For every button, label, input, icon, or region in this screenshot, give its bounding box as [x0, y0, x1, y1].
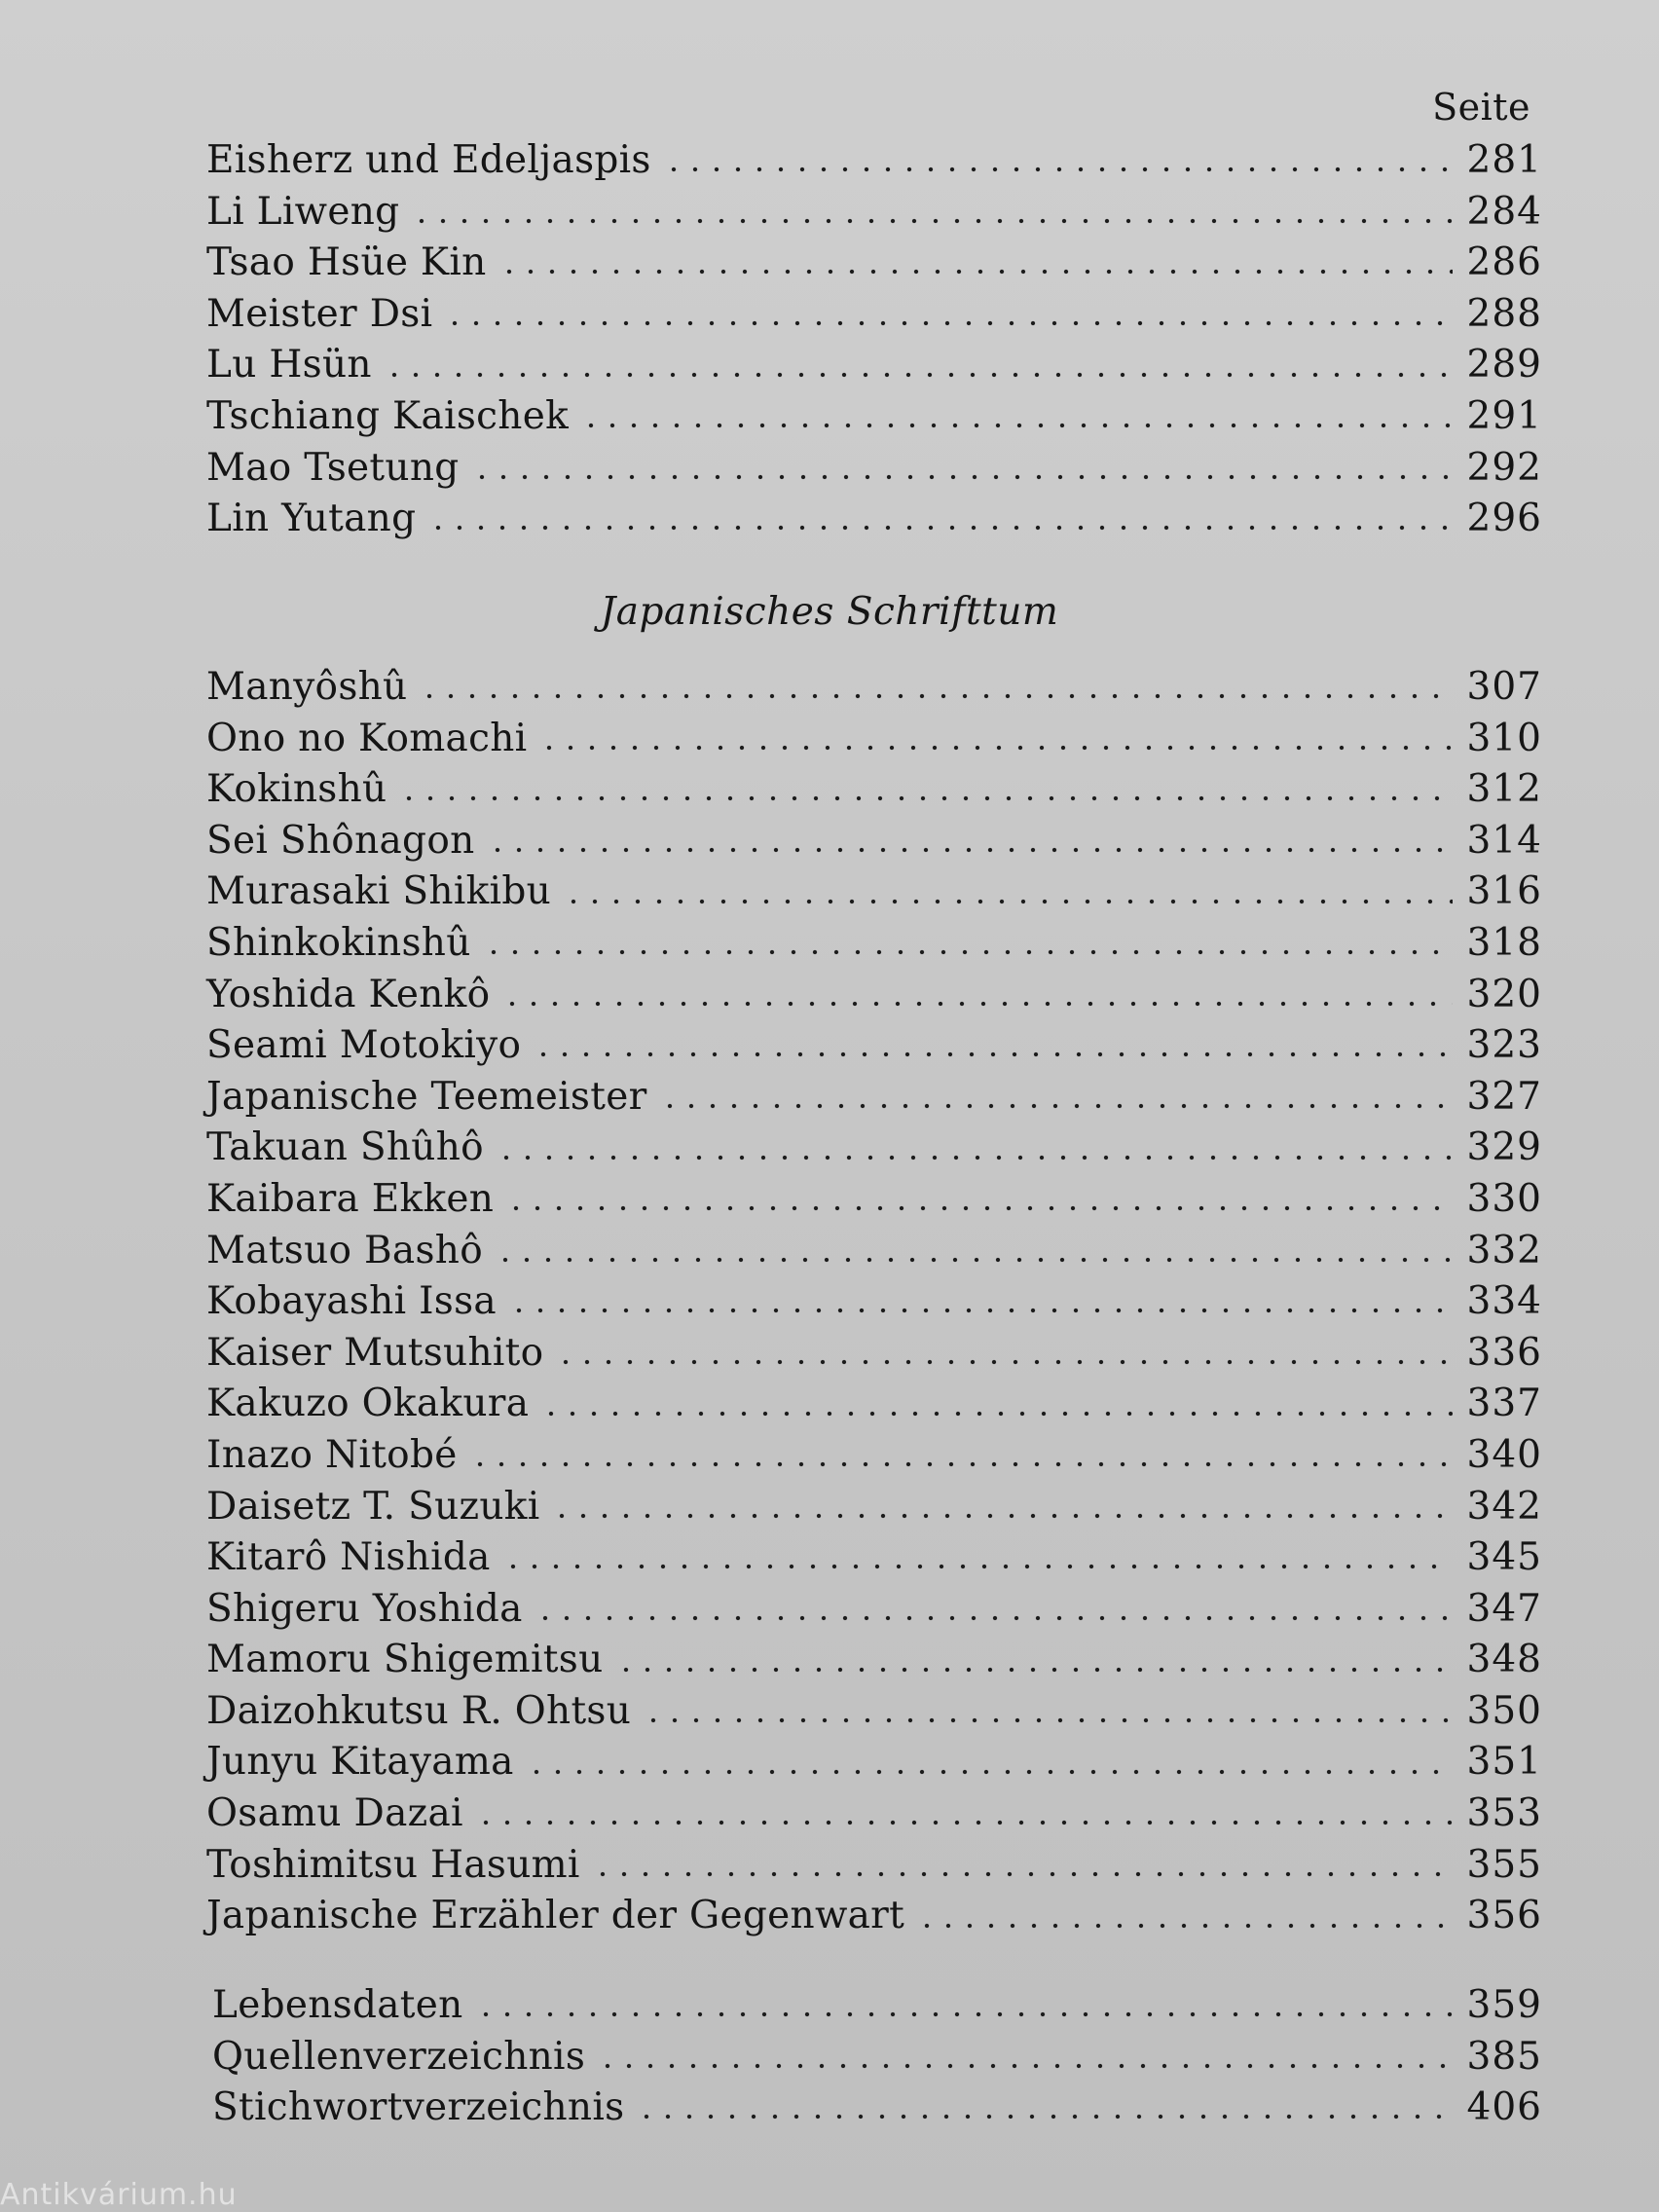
- dot-leader: [384, 370, 1453, 380]
- toc-entry-page: 289: [1466, 343, 1542, 387]
- toc-entry-title: Kaibara Ekken: [206, 1176, 495, 1221]
- toc-entry-title: Manyôshû: [206, 665, 408, 709]
- toc-entry-title: Mao Tsetung: [206, 445, 460, 490]
- toc-entry: [206, 1226, 1542, 1277]
- toc-entry: [212, 2032, 1542, 2083]
- dot-leader: [398, 793, 1453, 803]
- toc-entry-page: 347: [1466, 1586, 1542, 1631]
- toc-entry: [206, 1788, 1542, 1840]
- dot-leader: [502, 1562, 1453, 1571]
- dot-leader: [592, 1869, 1453, 1879]
- toc-entry-title: Inazo Nitobé: [206, 1432, 458, 1477]
- toc-entry: [206, 714, 1542, 765]
- toc-entry-title: Seami Motokiyo: [206, 1023, 522, 1068]
- toc-entry-title: Japanische Erzähler der Gegenwart: [206, 1894, 905, 1938]
- toc-entry-title: Lebensdaten: [212, 1983, 463, 2027]
- toc-entry-page: 330: [1466, 1176, 1542, 1221]
- dot-leader: [659, 1101, 1453, 1111]
- dot-leader: [427, 523, 1453, 533]
- dot-leader: [643, 1715, 1453, 1725]
- toc-entry: [206, 391, 1542, 443]
- toc-entry: [206, 764, 1542, 816]
- toc-list-chinese: [206, 135, 1542, 545]
- toc-entry-page: 292: [1466, 445, 1542, 490]
- dot-leader: [469, 1459, 1453, 1469]
- toc-entry-page: 385: [1466, 2034, 1542, 2079]
- toc-entry: [206, 494, 1542, 545]
- toc-entry-title: Lin Yutang: [206, 497, 417, 541]
- toc-entry-title: Osamu Dazai: [206, 1791, 463, 1836]
- toc-entry: [206, 1482, 1542, 1533]
- dot-leader: [916, 1921, 1453, 1931]
- toc-entry-title: Tsao Hsüe Kin: [206, 240, 487, 285]
- dot-leader: [533, 1050, 1453, 1059]
- dot-leader: [540, 1409, 1453, 1419]
- toc-entry-title: Kitarô Nishida: [206, 1535, 491, 1580]
- toc-entry-page: 318: [1466, 920, 1542, 965]
- toc-entry: [206, 918, 1542, 970]
- toc-entry-page: 332: [1466, 1228, 1542, 1272]
- dot-leader: [483, 947, 1453, 957]
- toc-entry-page: 329: [1466, 1125, 1542, 1170]
- toc-entry-title: Lu Hsün: [206, 343, 372, 387]
- toc-entry-title: Japanische Teemeister: [206, 1074, 647, 1119]
- toc-entry-title: Murasaki Shikibu: [206, 869, 552, 914]
- toc-entry-title: Stichwortverzeichnis: [212, 2085, 625, 2130]
- toc-entry-page: 345: [1466, 1535, 1542, 1580]
- dot-leader: [471, 472, 1453, 482]
- toc-entry-title: Tschiang Kaischek: [206, 393, 570, 438]
- toc-entry-page: 406: [1466, 2085, 1542, 2130]
- dot-leader: [615, 1665, 1453, 1675]
- toc-entry-title: Junyu Kitayama: [206, 1740, 514, 1785]
- toc-entry-page: 307: [1466, 665, 1542, 709]
- toc-entry-page: 312: [1466, 767, 1542, 812]
- toc-entry-title: Daizohkutsu R. Ohtsu: [206, 1688, 632, 1733]
- toc-entry-title: Kaiser Mutsuhito: [206, 1330, 544, 1375]
- toc-entry: [206, 1840, 1542, 1892]
- toc-entry: [206, 970, 1542, 1021]
- toc-entry-title: Toshimitsu Hasumi: [206, 1842, 580, 1887]
- toc-entry-title: Kokinshû: [206, 767, 387, 812]
- toc-entry: [212, 2083, 1542, 2134]
- toc-entry-page: 314: [1466, 818, 1542, 863]
- toc-entry: [206, 1123, 1542, 1174]
- toc-entry-title: Shigeru Yoshida: [206, 1586, 523, 1631]
- dot-leader: [498, 267, 1453, 276]
- toc-entry-page: 288: [1466, 291, 1542, 336]
- toc-entry-page: 348: [1466, 1638, 1542, 1682]
- toc-entry: [206, 1072, 1542, 1124]
- toc-entry-page: 296: [1466, 497, 1542, 541]
- toc-entry-page: 336: [1466, 1330, 1542, 1375]
- toc-entry-page: 291: [1466, 393, 1542, 438]
- toc-entry-page: 320: [1466, 972, 1542, 1016]
- toc-entry-title: Daisetz T. Suzuki: [206, 1484, 540, 1529]
- toc-list-japanese: [206, 662, 1542, 1942]
- toc-entry: [206, 1174, 1542, 1226]
- toc-entry-title: Shinkokinshû: [206, 920, 471, 965]
- toc-entry-page: 359: [1466, 1983, 1542, 2027]
- toc-entry-page: 316: [1466, 869, 1542, 914]
- dot-leader: [419, 691, 1453, 701]
- dot-leader: [475, 1818, 1453, 1827]
- toc-entry-page: 310: [1466, 716, 1542, 760]
- toc-entry-page: 355: [1466, 1842, 1542, 1887]
- dot-leader: [663, 165, 1453, 174]
- dot-leader: [526, 1767, 1453, 1777]
- dot-leader: [495, 1255, 1453, 1265]
- section-heading: Japanisches Schrifttum: [600, 590, 1059, 634]
- toc-entry: [212, 1980, 1542, 2032]
- toc-entry-title: Sei Shônagon: [206, 818, 475, 863]
- dot-leader: [538, 743, 1453, 753]
- dot-leader: [487, 845, 1453, 855]
- toc-entry-page: 327: [1466, 1074, 1542, 1119]
- toc-entry: [206, 1737, 1542, 1788]
- toc-entry: [206, 662, 1542, 714]
- toc-entry-title: Eisherz und Edeljaspis: [206, 138, 651, 182]
- toc-entry: [206, 1891, 1542, 1942]
- dot-leader: [535, 1613, 1453, 1623]
- toc-entry: [206, 340, 1542, 391]
- dot-leader: [444, 318, 1453, 328]
- toc-entry-title: Yoshida Kenkô: [206, 972, 491, 1016]
- toc-entry-title: Kakuzo Okakura: [206, 1382, 530, 1426]
- toc-entry-title: Meister Dsi: [206, 291, 433, 336]
- toc-entry-title: Quellenverzeichnis: [212, 2034, 586, 2079]
- toc-entry: [206, 1276, 1542, 1328]
- toc-entry-page: 334: [1466, 1279, 1542, 1324]
- toc-entry-title: Ono no Komachi: [206, 716, 528, 760]
- dot-leader: [475, 2009, 1453, 2019]
- toc-entry: [206, 1328, 1542, 1380]
- toc-entry-page: 342: [1466, 1484, 1542, 1529]
- dot-leader: [496, 1153, 1453, 1162]
- toc-entry-page: 337: [1466, 1382, 1542, 1426]
- toc-entry-title: Li Liweng: [206, 189, 400, 234]
- toc-entry: [206, 135, 1542, 187]
- dot-leader: [505, 1203, 1453, 1213]
- toc-entry: [206, 816, 1542, 867]
- toc-entry: [206, 1379, 1542, 1430]
- toc-entry-page: 281: [1466, 138, 1542, 182]
- toc-entry: [206, 1686, 1542, 1738]
- dot-leader: [555, 1357, 1453, 1367]
- dot-leader: [411, 216, 1453, 226]
- toc-entry: [206, 1635, 1542, 1686]
- dot-leader: [580, 421, 1453, 430]
- toc-entry-page: 356: [1466, 1894, 1542, 1938]
- toc-entry-page: 323: [1466, 1023, 1542, 1068]
- toc-entry-title: Takuan Shûhô: [206, 1125, 484, 1170]
- dot-leader: [508, 1306, 1453, 1315]
- toc-entry-title: Matsuo Bashô: [206, 1228, 483, 1272]
- toc-entry: [206, 866, 1542, 918]
- dot-leader: [551, 1511, 1453, 1521]
- dot-leader: [597, 2061, 1453, 2071]
- toc-entry-page: 284: [1466, 189, 1542, 234]
- toc-entry-page: 340: [1466, 1432, 1542, 1477]
- dot-leader: [636, 2112, 1453, 2121]
- dot-leader: [501, 999, 1453, 1009]
- toc-entry-page: 286: [1466, 240, 1542, 285]
- toc-entry: [206, 187, 1542, 239]
- toc-entry: [206, 443, 1542, 495]
- toc-entry: [206, 1430, 1542, 1482]
- toc-entry: [206, 1020, 1542, 1072]
- watermark: Antikvárium.hu: [0, 2178, 238, 2212]
- page-column-header: Seite: [1432, 86, 1530, 129]
- toc-entry-page: 351: [1466, 1740, 1542, 1785]
- dot-leader: [563, 897, 1453, 906]
- toc-entry: [206, 289, 1542, 341]
- toc-entry: [206, 1584, 1542, 1636]
- toc-entry-title: Mamoru Shigemitsu: [206, 1638, 604, 1682]
- toc-entry: [206, 1532, 1542, 1584]
- toc-entry-page: 353: [1466, 1791, 1542, 1836]
- toc-list-appendix: [212, 1980, 1542, 2134]
- toc-entry-page: 350: [1466, 1688, 1542, 1733]
- toc-entry: [206, 238, 1542, 289]
- toc-entry-title: Kobayashi Issa: [206, 1279, 497, 1324]
